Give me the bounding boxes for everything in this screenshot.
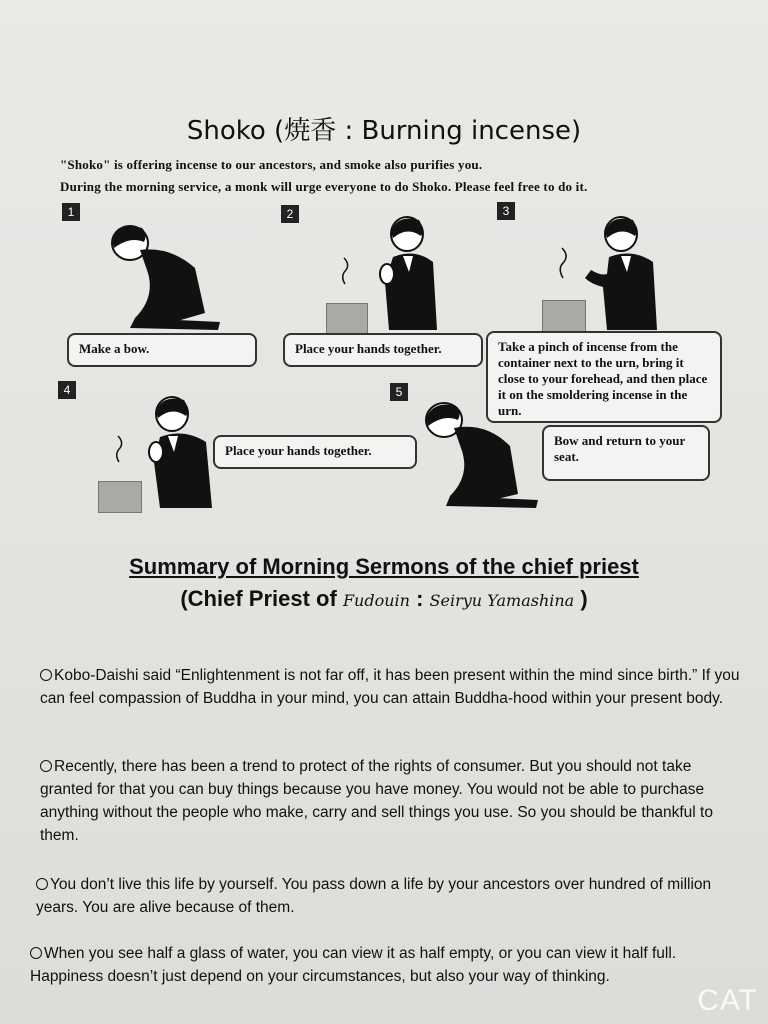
praying-person-figure-4 — [146, 392, 218, 510]
step-3-caption: Take a pinch of incense from the container next to the urn, bring it close to your forehead, and then place it on the smoldering incense in the urn. — [486, 331, 722, 423]
step-1-number: 1 — [62, 203, 80, 221]
bowing-person-figure-1 — [100, 218, 230, 333]
paragraph-text: You don’t live this life by yourself. You pass down a life by your ancestors over hundred of million years. You are alive because of them. — [36, 876, 712, 916]
incense-urn — [542, 300, 586, 334]
subtitle-prefix: (Chief Priest of — [180, 586, 337, 611]
smoke-icon — [338, 256, 352, 286]
summary-title: Summary of Morning Sermons of the chief priest — [129, 554, 639, 579]
offering-person-figure-3 — [585, 212, 665, 332]
sermon-paragraph-1 — [40, 664, 740, 710]
step-2-number: 2 — [281, 205, 299, 223]
step-5-number: 5 — [390, 383, 408, 401]
subtitle-separator: : — [416, 586, 424, 611]
incense-urn — [98, 481, 142, 513]
circle-bullet-icon — [36, 878, 48, 890]
sermon-paragraph-4 — [30, 942, 748, 988]
step-2-caption: Place your hands together. — [283, 333, 483, 367]
intro-line-1: "Shoko" is offering incense to our ancestors, and smoke also purifies you. — [60, 157, 483, 172]
circle-bullet-icon — [40, 669, 52, 681]
subtitle-suffix: ) — [580, 586, 588, 611]
step-4-number: 4 — [58, 381, 76, 399]
smoke-icon — [556, 246, 570, 280]
intro-line-2: During the morning service, a monk will urge everyone to do Shoko. Please feel free to do it. — [60, 179, 588, 194]
praying-person-figure-2 — [375, 212, 445, 332]
sermon-paragraph-3 — [36, 873, 748, 919]
paragraph-text: Kobo-Daishi said “Enlightenment is not far off, it has been present within the mind since birth.” If you can feel compassion of Buddha in your mind, you can attain Buddha-hood within your present body. — [40, 667, 740, 707]
incense-urn — [326, 303, 368, 335]
handwritten-temple-name: Fudouin — [342, 591, 410, 610]
step-3-number: 3 — [497, 202, 515, 220]
paragraph-text: When you see half a glass of water, you can view it as half empty, or you can view it half full. Happiness doesn’t just depend on your circumstances, but also your way of thinking. — [30, 945, 677, 985]
step-4-caption: Place your hands together. — [213, 435, 417, 469]
circle-bullet-icon — [40, 760, 52, 772]
bowing-person-figure-5 — [418, 396, 548, 511]
watermark: CAT — [697, 984, 758, 1017]
step-1-caption: Make a bow. — [67, 333, 257, 367]
smoke-icon — [112, 434, 126, 464]
circle-bullet-icon — [30, 947, 42, 959]
sermon-paragraph-2 — [40, 755, 740, 847]
paragraph-text: Recently, there has been a trend to protect of the rights of consumer. But you should not take granted for that you can buy things because you have money. You would not be able to purchase anything without the people who make, carry and sell things you use. So you should be thankful to them. — [40, 758, 713, 844]
summary-subtitle — [0, 586, 768, 612]
page-title: Shoko (焼香 : Burning incense) — [186, 116, 582, 146]
handwritten-priest-name: Seiryu Yamashina — [429, 591, 575, 610]
step-5-caption: Bow and return to your seat. — [542, 425, 710, 481]
